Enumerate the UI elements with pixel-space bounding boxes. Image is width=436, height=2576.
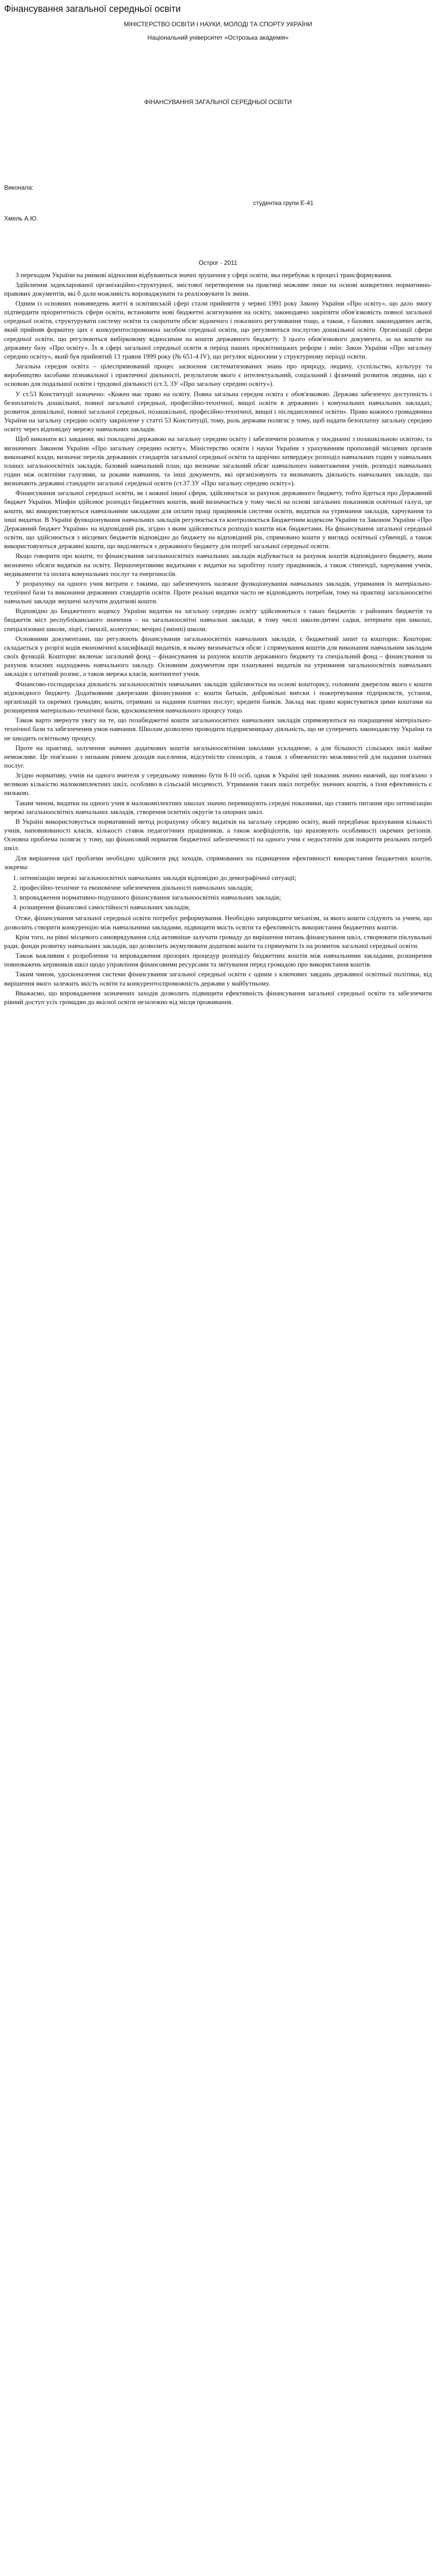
closing-paragraphs bbox=[4, 913, 432, 1006]
paragraph: Крім того, на рівні місцевого самоврядування слід активніше залучати громаду до вирішення питань фінансування шкіл, створювати піклувальні ради, фонди розвитку навчальних закладів, що дозволить акумулювати додаткові кошти та спрямувати їх на розвиток загальної середньої освіти. bbox=[4, 933, 432, 950]
paragraph: Відповідно до Бюджетного кодексу України видатки на загальну середню освіту здійснюються з таких бюджетів: з районних бюджетів та бюджетів міст республіканського значення – на загальноосвітні навчальні заклади, в тому числі школи-дитячі садки, інтернати при школах, спеціалізовані школи, ліцеї, гімназії, колегіуми; вечірні (змінні) школи. bbox=[4, 607, 432, 633]
list-item: 4. розширення фінансової самостійності навчальних закладів; bbox=[20, 903, 432, 911]
paragraph: Фінансово-господарська діяльність загальноосвітніх навчальних закладів здійснюється на основі кошторису, головним джерелом якого є кошти відповідного бюджету. Додатковими джерелами фінансування є: кошти батьків, добровільні внески і пожертвування підприємств, установ, організацій та окремих громадян; кошти, отримані за надання платних послуг; кредити банків. Заклад має право користуватися цими коштами на розширення матеріально-технічної бази, вдосконалення навчального процесу тощо. bbox=[4, 680, 432, 715]
paragraph: Основними документами, що регулюють фінансування загальноосвітніх навчальних закладів, є бюджетний запит та кошторис. Кошторис складається у розрізі кодів економічної класифікації видатків, в ньому визначається обсяг і спрямування коштів для виконання навчальним закладом своїх функцій. Кошторис включає загальний фонд – фінансування за рахунок коштів державного бюджету та спеціальний фонд – фінансування за рахунок власних надходжень навчального закладу. Основним документом при плануванні видатків на утримання загальноосвітніх навчальних закладів є штатний розпис, а також мережа класів, контингент учнів. bbox=[4, 634, 432, 678]
student-group: студентка групи Е-41 bbox=[253, 199, 313, 207]
paragraph: З переходом України на ринкові відносини відбуваються значні зрушення у сфері освіти, яка перебуває в процесі трансформування. bbox=[15, 270, 393, 279]
paragraph: Отже, фінансування загальної середньої освіти потребує реформування. Необхідно запровадити механізм, за якого кошти слідують за учнем, що дозволить створити конкуренцію між навчальними закладами, підвищити якість освіти та ефективність використання бюджетних коштів. bbox=[4, 914, 432, 931]
ministry-name: МІНІСТЕРСТВО ОСВІТИ І НАУКИ, МОЛОДІ ТА СПОРТУ УКРАЇНИ bbox=[124, 20, 312, 28]
document-page bbox=[0, 0, 436, 1018]
measures-list bbox=[4, 873, 432, 912]
paragraph: Таким чином, удосконалення системи фінансування загальної середньої освіти є одним з ключових завдань державної освітньої політики, від вирішення якого залежить якість освіти та конкурентоспроможність держави у майбутньому. bbox=[4, 970, 432, 987]
paragraph: Здійснення задекларованої організаційно-структурної, змістової перетворення на практиці можливе лише на основі конкретних нормативно-правових документів, які б дали можливість впроваджувати та реалізовувати їх зміни. bbox=[4, 280, 432, 297]
performed-label: Виконала: bbox=[4, 184, 34, 192]
university-name: Національний університет «Острозька академія» bbox=[147, 33, 289, 41]
author-name: Хмель А.Ю. bbox=[4, 214, 38, 222]
list-item: 1. оптимізацію мережі загальноосвітніх навчальних закладів відповідно до демографічної ситуації; bbox=[20, 873, 432, 882]
paragraph: Одним із основних нововведень житті в освітянській сфері стали прийняття у червні 1991 року Закону України «Про освіту», що дало змогу підтвердити пріоритетність сфери освіти, встановити нові бюджетні асигнування на освіту, законодавчо закріпити обов'язковість повної загальної середньої освіти, структурувати систему освіти та скоротити обсяг відомчого і показного регулювання тощо, а також, з базових законодавчих актів, який прийняв форматну цих є конкурентоспроможна засобом середньої освіти, що регулюються послугою дошкільної освіти. Організації сфери середньої освіти, що регулюються вибірковому відносинам на кошти державного бюджету. З цього обов'язкового документа, за на кошти на державну базу «Про освіту». Їх в сфері загальної середньої освіти в період наших просвітницьких реформ і змін: Закон України «Про загальну середню освіту», який був прийнятий 13 травня 1999 року (№ 651-4 IV), що регулює відносини у структурному періоді освіти. bbox=[4, 299, 432, 360]
paragraph: Щоб виконати всі завдання, які покладені державою на загальну середню освіту і забезпечити розвиток у поєднанні з позашкільною освітою, та визначених Законом України «Про загальну середню освіту», Міністерство освіти і науки України з урахуванням пропозицій місцевих органів виконавчої влади, визначає перелік державних стандартів загальної середньої освіти та щорічно затверджує розподіл навчальних годин у навчальних планах загальноосвітніх закладів, базовий навчальний план, що визначає загальний обсяг навчального навантаження учнів, розподіл навчальних годин між освітніми галузями, за роками навчання, та інші документи, які організовують та визначають діяльність навчальних закладів, що визначають державні стандарти загальної середньої освіти (ст.37 3У «Про загальну середню освіту»). bbox=[4, 435, 432, 487]
paragraph: Фінансування загальної середньої освіти, як і кожної іншої сфери, здійснюється за рахунок державного бюджету, тобто йдеться про Державний бюджет України. Мінфін здійснює розподіл бюджетних коштів, який визначається у тому числі на основі загальних показників освітньої галузі, це кошти, які використовуються навчальними закладами для оплати праці працівників системи освіти, видатків на утримання закладів, харчування та інші видатки. В Україні функціонування навчальних закладів регулюється та контролюється Бюджетним кодексом України та Законом України «Про Державний бюджет України» на відповідний рік, згідно з яким здійснюється розподіл коштів між бюджетами. На фінансування загальної середньої освіти, що здійснюється з місцевих бюджетів відповідно до бюджету на відповідний рік, спрямовано кошти у вигляді освітньої субвенції, а також використовуються державні кошти, що виділяються з державного бюджету для потреб загальної середньої освіти. bbox=[4, 489, 432, 550]
paragraph: Також важливим є розроблення та впровадження прозорих процедур розподілу бюджетних коштів між навчальними закладами, розширення повноважень керівників шкіл щодо управління фінансовими ресурсами та звітування перед громадою про використання коштів. bbox=[4, 952, 432, 969]
list-item: 2. професійно-технічне та економічне забезпечення діяльності навчальних закладів; bbox=[20, 883, 432, 892]
list-item: 3. впровадження нормативно-подушного фінансування загальноосвітніх навчальних закладів; bbox=[20, 893, 432, 902]
paragraph: В Україні використовується нормативний метод розрахунку обсягу видатків на загальну середню освіту, який передбачає врахування кількості учнів, наповнюваності класів, кількості ставок педагогічних працівників, а також коефіцієнтів, що враховують особливості окремих регіонів. Основна проблема полягає у тому, що фінансовий норматив бюджетної забезпеченості на одного учня є недостатнім для покриття реальних потреб шкіл. bbox=[4, 817, 432, 852]
paragraph: Згідно нормативу, учнів на одного вчителя у середньому повинно бути 8-10 осіб, однак в Україні цей показник значно нижчий, що пов'язано з великою кількістю малокомплектних шкіл, особливо в сільській місцевості. Утримання таких шкіл потребує значних коштів, а їхня ефективність є низькою. bbox=[4, 771, 432, 797]
paragraph: Таким чином, видатки на одного учня в малокомплектних школах значно перевищують середні показники, що ставить питання про оптимізацію мережі загальноосвітніх навчальних закладів, створення освітніх округів та опорних шкіл. bbox=[4, 799, 432, 816]
body-paragraphs bbox=[4, 270, 432, 871]
paragraph: Також варто звернути увагу на те, що позабюджетні кошти загальноосвітніх навчальних закладів спрямовуються на покращення матеріально-технічної бази та забезпечення умов навчання. Школам дозволено проводити підприємницьку діяльність, що не суперечить законодавству України та не шкодить освітньому процесу. bbox=[4, 716, 432, 742]
paragraph: Загальна середня освіта – цілеспрямований процес засвоєння систематизованих знань про природу, людину, суспільство, культуру та виробництво засобами пізнавальної і практичної діяльності, результатом якого є інтелектуальний, соціальний і фізичний розвиток людини, що є основою для подальшої освіти і трудової діяльності (ст.3, 3У «Про загальну середню освіту»). bbox=[4, 362, 432, 388]
paragraph: Проте на практиці, залучення значних додаткових коштів загальноосвітніми школами ускладнене, а для більшості сільських шкіл майже неможливе. Це пов'язано з низьким рівнем доходів населення, відсутністю спонсорів, а також з обмеженістю можливостей для надання платних послуг. bbox=[4, 743, 432, 769]
city-year: Острог - 2011 bbox=[198, 259, 238, 266]
work-subject: ФІНАНСУВАННЯ ЗАГАЛЬНОЇ СЕРЕДНЬОЇ ОСВІТИ bbox=[144, 98, 292, 106]
document-title: Фінансування загальної середньої освіти bbox=[4, 4, 181, 14]
paragraph: Вважаємо, що впровадження зазначених заходів дозволить підвищити ефективність фінансування загальної середньої освіти та забезпечити рівний доступ усіх громадян до якісної освіти незалежно від місця проживання. bbox=[4, 989, 432, 1006]
paragraph: У ст.53 Конституції зазначено: «Кожен має право на освіту. Повна загальна середня освіта є обов'язковою. Держава забезпечує доступність і безоплатність дошкільної, повної загальної середньої, професійно-технічної, вищої освіти в державних і комунальних навчальних закладах; розвиток дошкільної, повної загальної середньої, позашкільної, професійно-технічної, вищої і післядипломної освіти». Право кожного громадянина України на загальну середню освіту закріплене у статті 53 Конституції, тому, роль держави полягає у тому, щоб надати безоплатну загальну середню освіту через відповідну мережу навчальних закладів. bbox=[4, 389, 432, 433]
paragraph: Якщо говорити про кошти, то фінансування загальноосвітніх навчальних закладів відбувається за рахунок коштів відповідного бюджету, яким визначено обсяги видатків на освіту. Першочерговими видатками є видатки на заробітну плату працівників, а також стипендії, харчування учнів, медикаменти та оплата комунальних послуг та енергоносіїв. bbox=[4, 552, 432, 578]
paragraph: Для вирішення цієї проблеми необхідно здійснити ряд заходів, спрямованих на підвищення ефективності використання бюджетних коштів, зокрема: bbox=[4, 854, 432, 871]
document-body bbox=[4, 270, 432, 1007]
paragraph: У розрахунку на одного учня витрати є такими, що забезпечують належне функціонування навчальних закладів, утримання їх матеріально-технічної бази та виконання державних стандартів освіти. Проте реальні видатки часто не відповідають потребам, тому на практиці загальноосвітні навчальні заклади змушені залучати додаткові кошти. bbox=[4, 579, 432, 605]
